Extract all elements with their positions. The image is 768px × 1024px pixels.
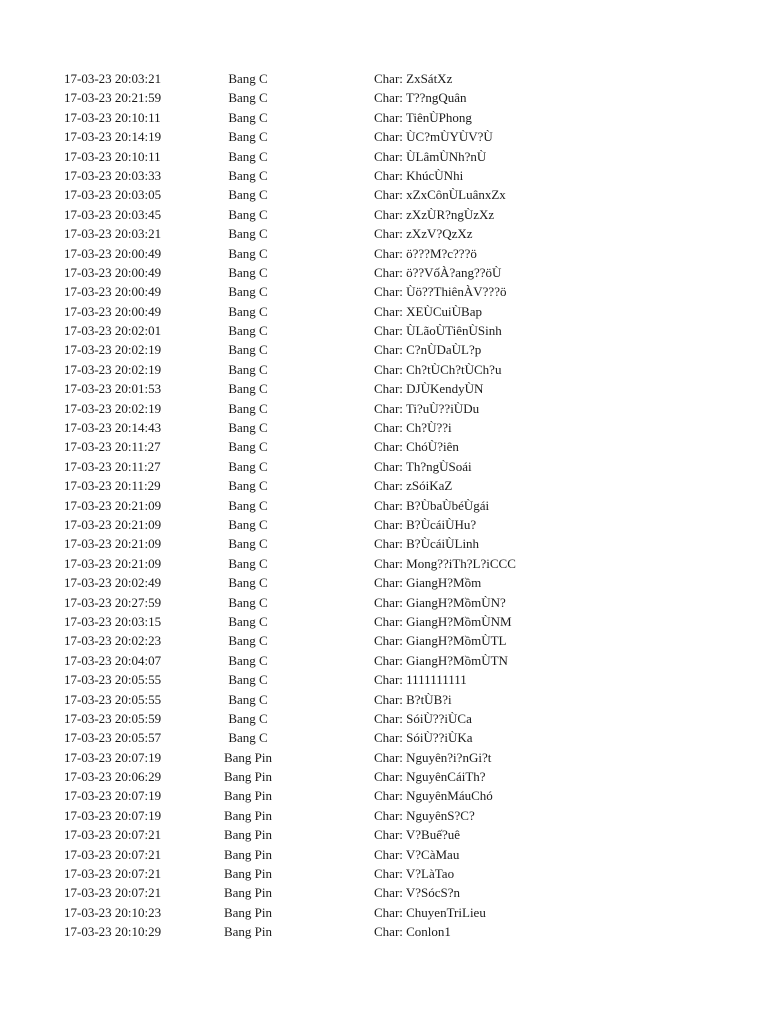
character-cell: Char: SóiÙ??iÙKa bbox=[374, 730, 473, 746]
table-row bbox=[0, 244, 768, 263]
group-cell: Bang Pin bbox=[223, 904, 273, 920]
character-cell: Char: 1111111111 bbox=[374, 672, 467, 688]
table-row bbox=[0, 573, 768, 592]
character-cell: Char: B?ÙbaÙbéÙgái bbox=[374, 497, 490, 513]
group-cell: Bang C bbox=[228, 672, 268, 688]
timestamp-cell: 17-03-23 20:07:21 bbox=[64, 885, 162, 901]
group-cell: Bang C bbox=[228, 109, 268, 125]
group-cell: Bang C bbox=[228, 613, 268, 629]
group-cell: Bang C bbox=[228, 555, 268, 571]
timestamp-cell: 17-03-23 20:04:07 bbox=[64, 652, 162, 668]
timestamp-cell: 17-03-23 20:21:09 bbox=[64, 497, 162, 513]
character-cell: Char: ÙLãoÙTiênÙSinh bbox=[374, 323, 502, 339]
table-row bbox=[0, 534, 768, 553]
timestamp-cell: 17-03-23 20:11:27 bbox=[64, 458, 161, 474]
table-row bbox=[0, 631, 768, 650]
character-cell: Char: Ch?tÙCh?tÙCh?u bbox=[374, 361, 502, 377]
character-cell: Char: SóiÙ??iÙCa bbox=[374, 710, 472, 726]
timestamp-cell: 17-03-23 20:11:27 bbox=[64, 439, 161, 455]
table-row bbox=[0, 166, 768, 185]
table-row bbox=[0, 554, 768, 573]
table-row bbox=[0, 437, 768, 456]
group-cell: Bang C bbox=[228, 245, 268, 261]
timestamp-cell: 17-03-23 20:10:29 bbox=[64, 924, 162, 940]
table-row bbox=[0, 651, 768, 670]
character-cell: Char: KhúcÙNhi bbox=[374, 167, 464, 183]
group-cell: Bang C bbox=[228, 361, 268, 377]
table-row bbox=[0, 864, 768, 883]
character-cell: Char: GiangH?MồmÙN? bbox=[374, 594, 506, 610]
timestamp-cell: 17-03-23 20:07:19 bbox=[64, 788, 162, 804]
table-row bbox=[0, 593, 768, 612]
character-cell: Char: V?SócS?n bbox=[374, 885, 461, 901]
timestamp-cell: 17-03-23 20:10:11 bbox=[64, 109, 161, 125]
character-cell: Char: ChóÙ?iên bbox=[374, 439, 459, 455]
character-cell: Char: zXzV?QzXz bbox=[374, 226, 473, 242]
timestamp-cell: 17-03-23 20:00:49 bbox=[64, 264, 162, 280]
timestamp-cell: 17-03-23 20:03:45 bbox=[64, 206, 162, 222]
group-cell: Bang C bbox=[228, 575, 268, 591]
character-cell: Char: NguyênS?C? bbox=[374, 807, 475, 823]
character-cell: Char: ö???M?c???ö bbox=[374, 245, 477, 261]
timestamp-cell: 17-03-23 20:21:09 bbox=[64, 536, 162, 552]
group-cell: Bang C bbox=[228, 478, 268, 494]
character-cell: Char: ÙC?mÙYÙV?Ù bbox=[374, 129, 493, 145]
group-cell: Bang C bbox=[228, 90, 268, 106]
character-cell: Char: ö??VốÀ?ang??öÙ bbox=[374, 264, 502, 280]
table-row bbox=[0, 147, 768, 166]
group-cell: Bang C bbox=[228, 206, 268, 222]
group-cell: Bang C bbox=[228, 167, 268, 183]
table-row bbox=[0, 263, 768, 282]
table-row bbox=[0, 457, 768, 476]
table-row bbox=[0, 360, 768, 379]
group-cell: Bang C bbox=[228, 323, 268, 339]
table-row bbox=[0, 883, 768, 902]
character-cell: Char: GiangH?MồmÙTN bbox=[374, 652, 508, 668]
character-cell: Char: NguyênMáuChó bbox=[374, 788, 493, 804]
timestamp-cell: 17-03-23 20:05:55 bbox=[64, 691, 162, 707]
table-row bbox=[0, 690, 768, 709]
group-cell: Bang C bbox=[228, 420, 268, 436]
character-cell: Char: NguyênCáiTh? bbox=[374, 769, 486, 785]
table-row bbox=[0, 340, 768, 359]
character-cell: Char: T??ngQuân bbox=[374, 90, 467, 106]
group-cell: Bang C bbox=[228, 652, 268, 668]
group-cell: Bang C bbox=[228, 187, 268, 203]
timestamp-cell: 17-03-23 20:14:19 bbox=[64, 129, 162, 145]
group-cell: Bang C bbox=[228, 129, 268, 145]
character-cell: Char: Conlon1 bbox=[374, 924, 451, 940]
character-cell: Char: ChuyenTriLieu bbox=[374, 904, 486, 920]
character-cell: Char: V?CàMau bbox=[374, 846, 460, 862]
character-cell: Char: Mong??iTh?L?iCCC bbox=[374, 555, 516, 571]
character-cell: Char: V?LàTao bbox=[374, 866, 455, 882]
timestamp-cell: 17-03-23 20:07:21 bbox=[64, 827, 162, 843]
timestamp-cell: 17-03-23 20:00:49 bbox=[64, 303, 162, 319]
timestamp-cell: 17-03-23 20:21:59 bbox=[64, 90, 162, 106]
character-cell: Char: Ùö??ThiênÀV???ö bbox=[374, 284, 507, 300]
table-row bbox=[0, 767, 768, 786]
character-cell: Char: zXzÙR?ngÙzXz bbox=[374, 206, 495, 222]
group-cell: Bang C bbox=[228, 497, 268, 513]
timestamp-cell: 17-03-23 20:07:21 bbox=[64, 846, 162, 862]
group-cell: Bang C bbox=[228, 710, 268, 726]
timestamp-cell: 17-03-23 20:02:19 bbox=[64, 342, 162, 358]
group-cell: Bang C bbox=[228, 148, 268, 164]
table-row bbox=[0, 709, 768, 728]
group-cell: Bang C bbox=[228, 516, 268, 532]
timestamp-cell: 17-03-23 20:03:33 bbox=[64, 167, 162, 183]
table-row bbox=[0, 282, 768, 301]
table-row bbox=[0, 825, 768, 844]
character-cell: Char: GiangH?Mồm bbox=[374, 575, 482, 591]
timestamp-cell: 17-03-23 20:05:55 bbox=[64, 672, 162, 688]
character-cell: Char: xZxCônÙLuânxZx bbox=[374, 187, 506, 203]
timestamp-cell: 17-03-23 20:00:49 bbox=[64, 284, 162, 300]
group-cell: Bang C bbox=[228, 730, 268, 746]
character-cell: Char: C?nÙDaÙL?p bbox=[374, 342, 482, 358]
table-row bbox=[0, 515, 768, 534]
timestamp-cell: 17-03-23 20:02:01 bbox=[64, 323, 162, 339]
group-cell: Bang Pin bbox=[223, 885, 273, 901]
group-cell: Bang C bbox=[228, 284, 268, 300]
character-cell: Char: Ch?Ù??i bbox=[374, 420, 452, 436]
group-cell: Bang C bbox=[228, 264, 268, 280]
group-cell: Bang Pin bbox=[223, 924, 273, 940]
character-cell: Char: B?ÙcáiÙLinh bbox=[374, 536, 480, 552]
timestamp-cell: 17-03-23 20:06:29 bbox=[64, 769, 162, 785]
timestamp-cell: 17-03-23 20:07:21 bbox=[64, 866, 162, 882]
group-cell: Bang C bbox=[228, 303, 268, 319]
timestamp-cell: 17-03-23 20:21:09 bbox=[64, 555, 162, 571]
table-row bbox=[0, 496, 768, 515]
group-cell: Bang Pin bbox=[223, 807, 273, 823]
group-cell: Bang Pin bbox=[223, 827, 273, 843]
group-cell: Bang Pin bbox=[223, 769, 273, 785]
group-cell: Bang C bbox=[228, 381, 268, 397]
table-row bbox=[0, 612, 768, 631]
group-cell: Bang C bbox=[228, 400, 268, 416]
timestamp-cell: 17-03-23 20:21:09 bbox=[64, 516, 162, 532]
table-row bbox=[0, 806, 768, 825]
character-cell: Char: ZxSátXz bbox=[374, 71, 453, 86]
character-cell: Char: GiangH?MồmÙNM bbox=[374, 613, 512, 629]
table-row bbox=[0, 88, 768, 107]
timestamp-cell: 17-03-23 20:02:49 bbox=[64, 575, 162, 591]
group-cell: Bang Pin bbox=[223, 866, 273, 882]
table-row bbox=[0, 224, 768, 243]
timestamp-cell: 17-03-23 20:07:19 bbox=[64, 749, 162, 765]
group-cell: Bang Pin bbox=[223, 846, 273, 862]
timestamp-cell: 17-03-23 20:03:21 bbox=[64, 71, 162, 86]
table-row bbox=[0, 127, 768, 146]
timestamp-cell: 17-03-23 20:14:43 bbox=[64, 420, 162, 436]
character-cell: Char: V?Buế?uê bbox=[374, 827, 461, 843]
timestamp-cell: 17-03-23 20:02:19 bbox=[64, 361, 162, 377]
group-cell: Bang C bbox=[228, 594, 268, 610]
group-cell: Bang Pin bbox=[223, 788, 273, 804]
table-row bbox=[0, 399, 768, 418]
table-row bbox=[0, 185, 768, 204]
table-row bbox=[0, 108, 768, 127]
table-row bbox=[0, 748, 768, 767]
timestamp-cell: 17-03-23 20:00:49 bbox=[64, 245, 162, 261]
group-cell: Bang C bbox=[228, 458, 268, 474]
character-cell: Char: Ti?uÙ??iÙDu bbox=[374, 400, 480, 416]
group-cell: Bang C bbox=[228, 536, 268, 552]
group-cell: Bang C bbox=[228, 633, 268, 649]
group-cell: Bang C bbox=[228, 439, 268, 455]
character-cell: Char: Nguyên?i?nGi?t bbox=[374, 749, 492, 765]
table-row bbox=[0, 476, 768, 495]
character-cell: Char: Th?ngÙSoái bbox=[374, 458, 472, 474]
group-cell: Bang Pin bbox=[223, 749, 273, 765]
timestamp-cell: 17-03-23 20:02:19 bbox=[64, 400, 162, 416]
character-cell: Char: ÙLâmÙNh?nÙ bbox=[374, 148, 487, 164]
group-cell: Bang C bbox=[228, 71, 268, 86]
timestamp-cell: 17-03-23 20:11:29 bbox=[64, 478, 161, 494]
character-cell: Char: zSóiKaZ bbox=[374, 478, 453, 494]
group-cell: Bang C bbox=[228, 226, 268, 242]
character-cell: Char: B?ÙcáiÙHu? bbox=[374, 516, 477, 532]
character-cell: Char: GiangH?MồmÙTL bbox=[374, 633, 507, 649]
log-table bbox=[0, 69, 768, 942]
timestamp-cell: 17-03-23 20:10:23 bbox=[64, 904, 162, 920]
timestamp-cell: 17-03-23 20:10:11 bbox=[64, 148, 161, 164]
character-cell: Char: TiênÙPhong bbox=[374, 109, 472, 125]
timestamp-cell: 17-03-23 20:27:59 bbox=[64, 594, 162, 610]
table-row bbox=[0, 205, 768, 224]
timestamp-cell: 17-03-23 20:05:57 bbox=[64, 730, 162, 746]
table-row bbox=[0, 922, 768, 941]
timestamp-cell: 17-03-23 20:05:59 bbox=[64, 710, 162, 726]
table-row bbox=[0, 903, 768, 922]
table-row bbox=[0, 786, 768, 805]
table-row bbox=[0, 379, 768, 398]
timestamp-cell: 17-03-23 20:01:53 bbox=[64, 381, 162, 397]
table-row bbox=[0, 69, 768, 88]
table-row bbox=[0, 670, 768, 689]
table-row bbox=[0, 302, 768, 321]
group-cell: Bang C bbox=[228, 691, 268, 707]
table-row bbox=[0, 321, 768, 340]
table-row bbox=[0, 418, 768, 437]
timestamp-cell: 17-03-23 20:03:15 bbox=[64, 613, 162, 629]
timestamp-cell: 17-03-23 20:03:21 bbox=[64, 226, 162, 242]
character-cell: Char: XEÙCuiÙBap bbox=[374, 303, 482, 319]
timestamp-cell: 17-03-23 20:07:19 bbox=[64, 807, 162, 823]
character-cell: Char: B?tÙB?i bbox=[374, 691, 452, 707]
group-cell: Bang C bbox=[228, 342, 268, 358]
character-cell: Char: DJÙKendyÙN bbox=[374, 381, 484, 397]
timestamp-cell: 17-03-23 20:03:05 bbox=[64, 187, 162, 203]
timestamp-cell: 17-03-23 20:02:23 bbox=[64, 633, 162, 649]
table-row bbox=[0, 845, 768, 864]
table-row bbox=[0, 728, 768, 747]
